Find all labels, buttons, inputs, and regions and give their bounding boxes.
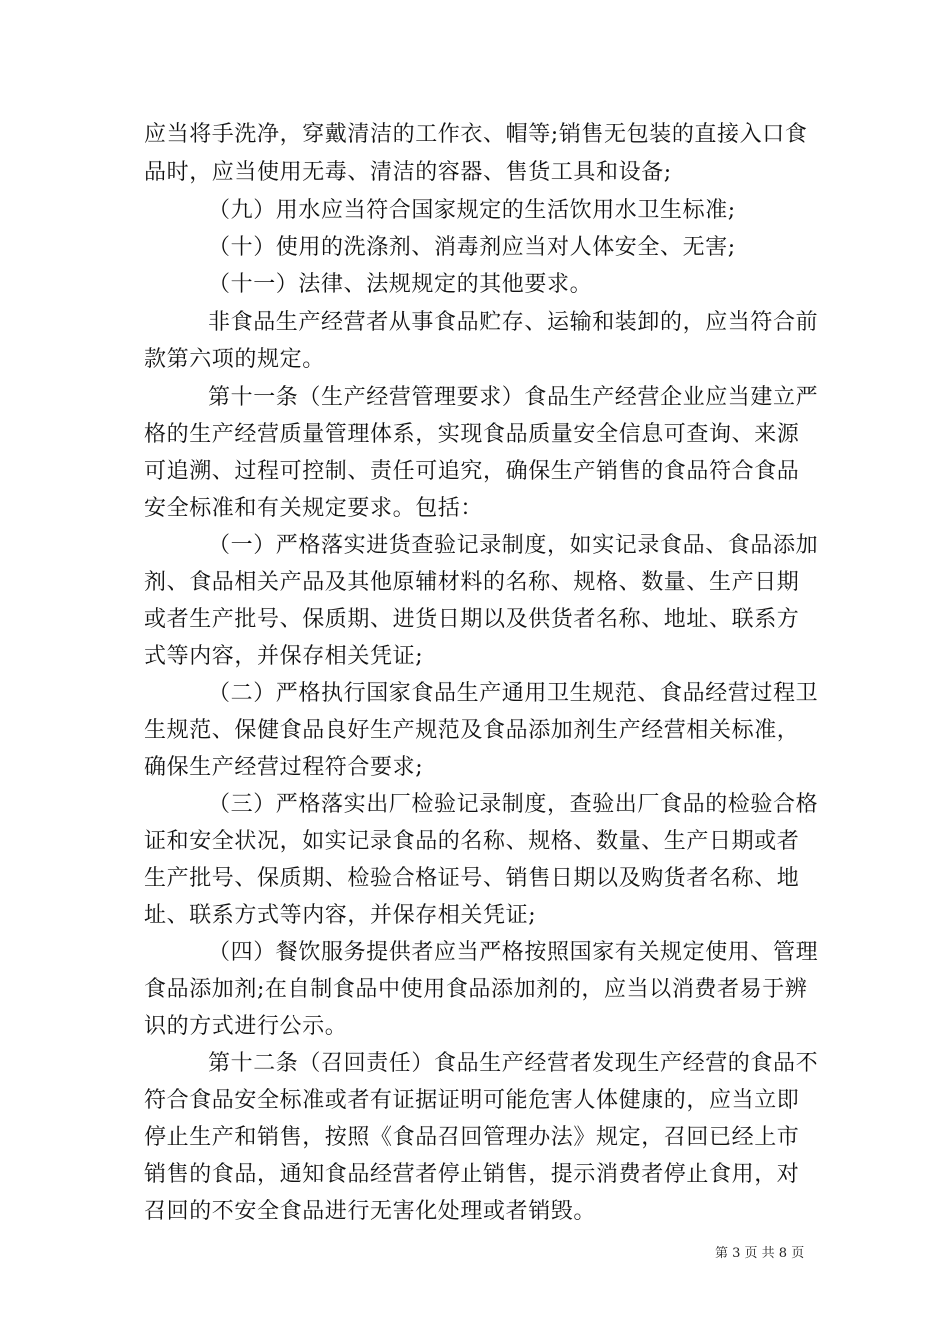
text-line: 剂、食品相关产品及其他原辅材料的名称、规格、数量、生产日期 — [144, 570, 800, 595]
text-line: 第十一条（生产经营管理要求）食品生产经营企业应当建立严 — [208, 385, 819, 410]
text-line: 或者生产批号、保质期、进货日期以及供货者名称、地址、联系方 — [144, 607, 800, 632]
text-line: 召回的不安全食品进行无害化处理或者销毁。 — [144, 1199, 597, 1224]
text-line: 符合食品安全标准或者有证据证明可能危害人体健康的，应当立即 — [144, 1088, 800, 1113]
text-line: （九）用水应当符合国家规定的生活饮用水卫生标准; — [208, 198, 736, 223]
text-line: 可追溯、过程可控制、责任可追究，确保生产销售的食品符合食品 — [144, 459, 800, 484]
text-line: （十一）法律、法规规定的其他要求。 — [208, 272, 593, 297]
text-line: 生产批号、保质期、检验合格证号、销售日期以及购货者名称、地 — [144, 866, 800, 891]
text-line: 识的方式进行公示。 — [144, 1014, 348, 1039]
text-line: 销售的食品，通知食品经营者停止销售，提示消费者停止食用，对 — [144, 1162, 800, 1187]
text-line: （二）严格执行国家食品生产通用卫生规范、食品经营过程卫 — [208, 681, 819, 706]
text-line: 确保生产经营过程符合要求; — [144, 755, 424, 780]
text-line: 生规范、保健食品良好生产规范及食品添加剂生产经营相关标准， — [144, 718, 800, 743]
page-number-footer: 第 3 页 共 8 页 — [715, 1246, 805, 1261]
text-line: 第十二条（召回责任）食品生产经营者发现生产经营的食品不 — [208, 1051, 819, 1076]
text-line: 非食品生产经营者从事食品贮存、运输和装卸的，应当符合前 — [208, 310, 819, 335]
text-line: 格的生产经营质量管理体系，实现食品质量安全信息可查询、来源 — [144, 422, 800, 447]
text-line: 食品添加剂;在自制食品中使用食品添加剂的，应当以消费者易于辨 — [144, 977, 808, 1002]
text-line: （一）严格落实进货查验记录制度，如实记录食品、食品添加 — [208, 533, 819, 558]
text-line: 款第六项的规定。 — [144, 347, 325, 372]
text-line: （三）严格落实出厂检验记录制度，查验出厂食品的检验合格 — [208, 792, 819, 817]
text-line: 品时，应当使用无毒、清洁的容器、售货工具和设备; — [144, 160, 672, 185]
text-line: 停止生产和销售，按照《食品召回管理办法》规定，召回已经上市 — [144, 1125, 800, 1150]
text-line: （十）使用的洗涤剂、消毒剂应当对人体安全、无害; — [208, 235, 736, 260]
text-line: 证和安全状况，如实记录食品的名称、规格、数量、生产日期或者 — [144, 829, 800, 854]
text-line: 址、联系方式等内容，并保存相关凭证; — [144, 903, 537, 928]
text-line: 安全标准和有关规定要求。包括： — [144, 496, 484, 521]
text-line: 应当将手洗净，穿戴清洁的工作衣、帽等;销售无包装的直接入口食 — [144, 122, 808, 147]
text-line: 式等内容，并保存相关凭证; — [144, 644, 424, 669]
text-line: （四）餐饮服务提供者应当严格按照国家有关规定使用、管理 — [208, 940, 819, 965]
